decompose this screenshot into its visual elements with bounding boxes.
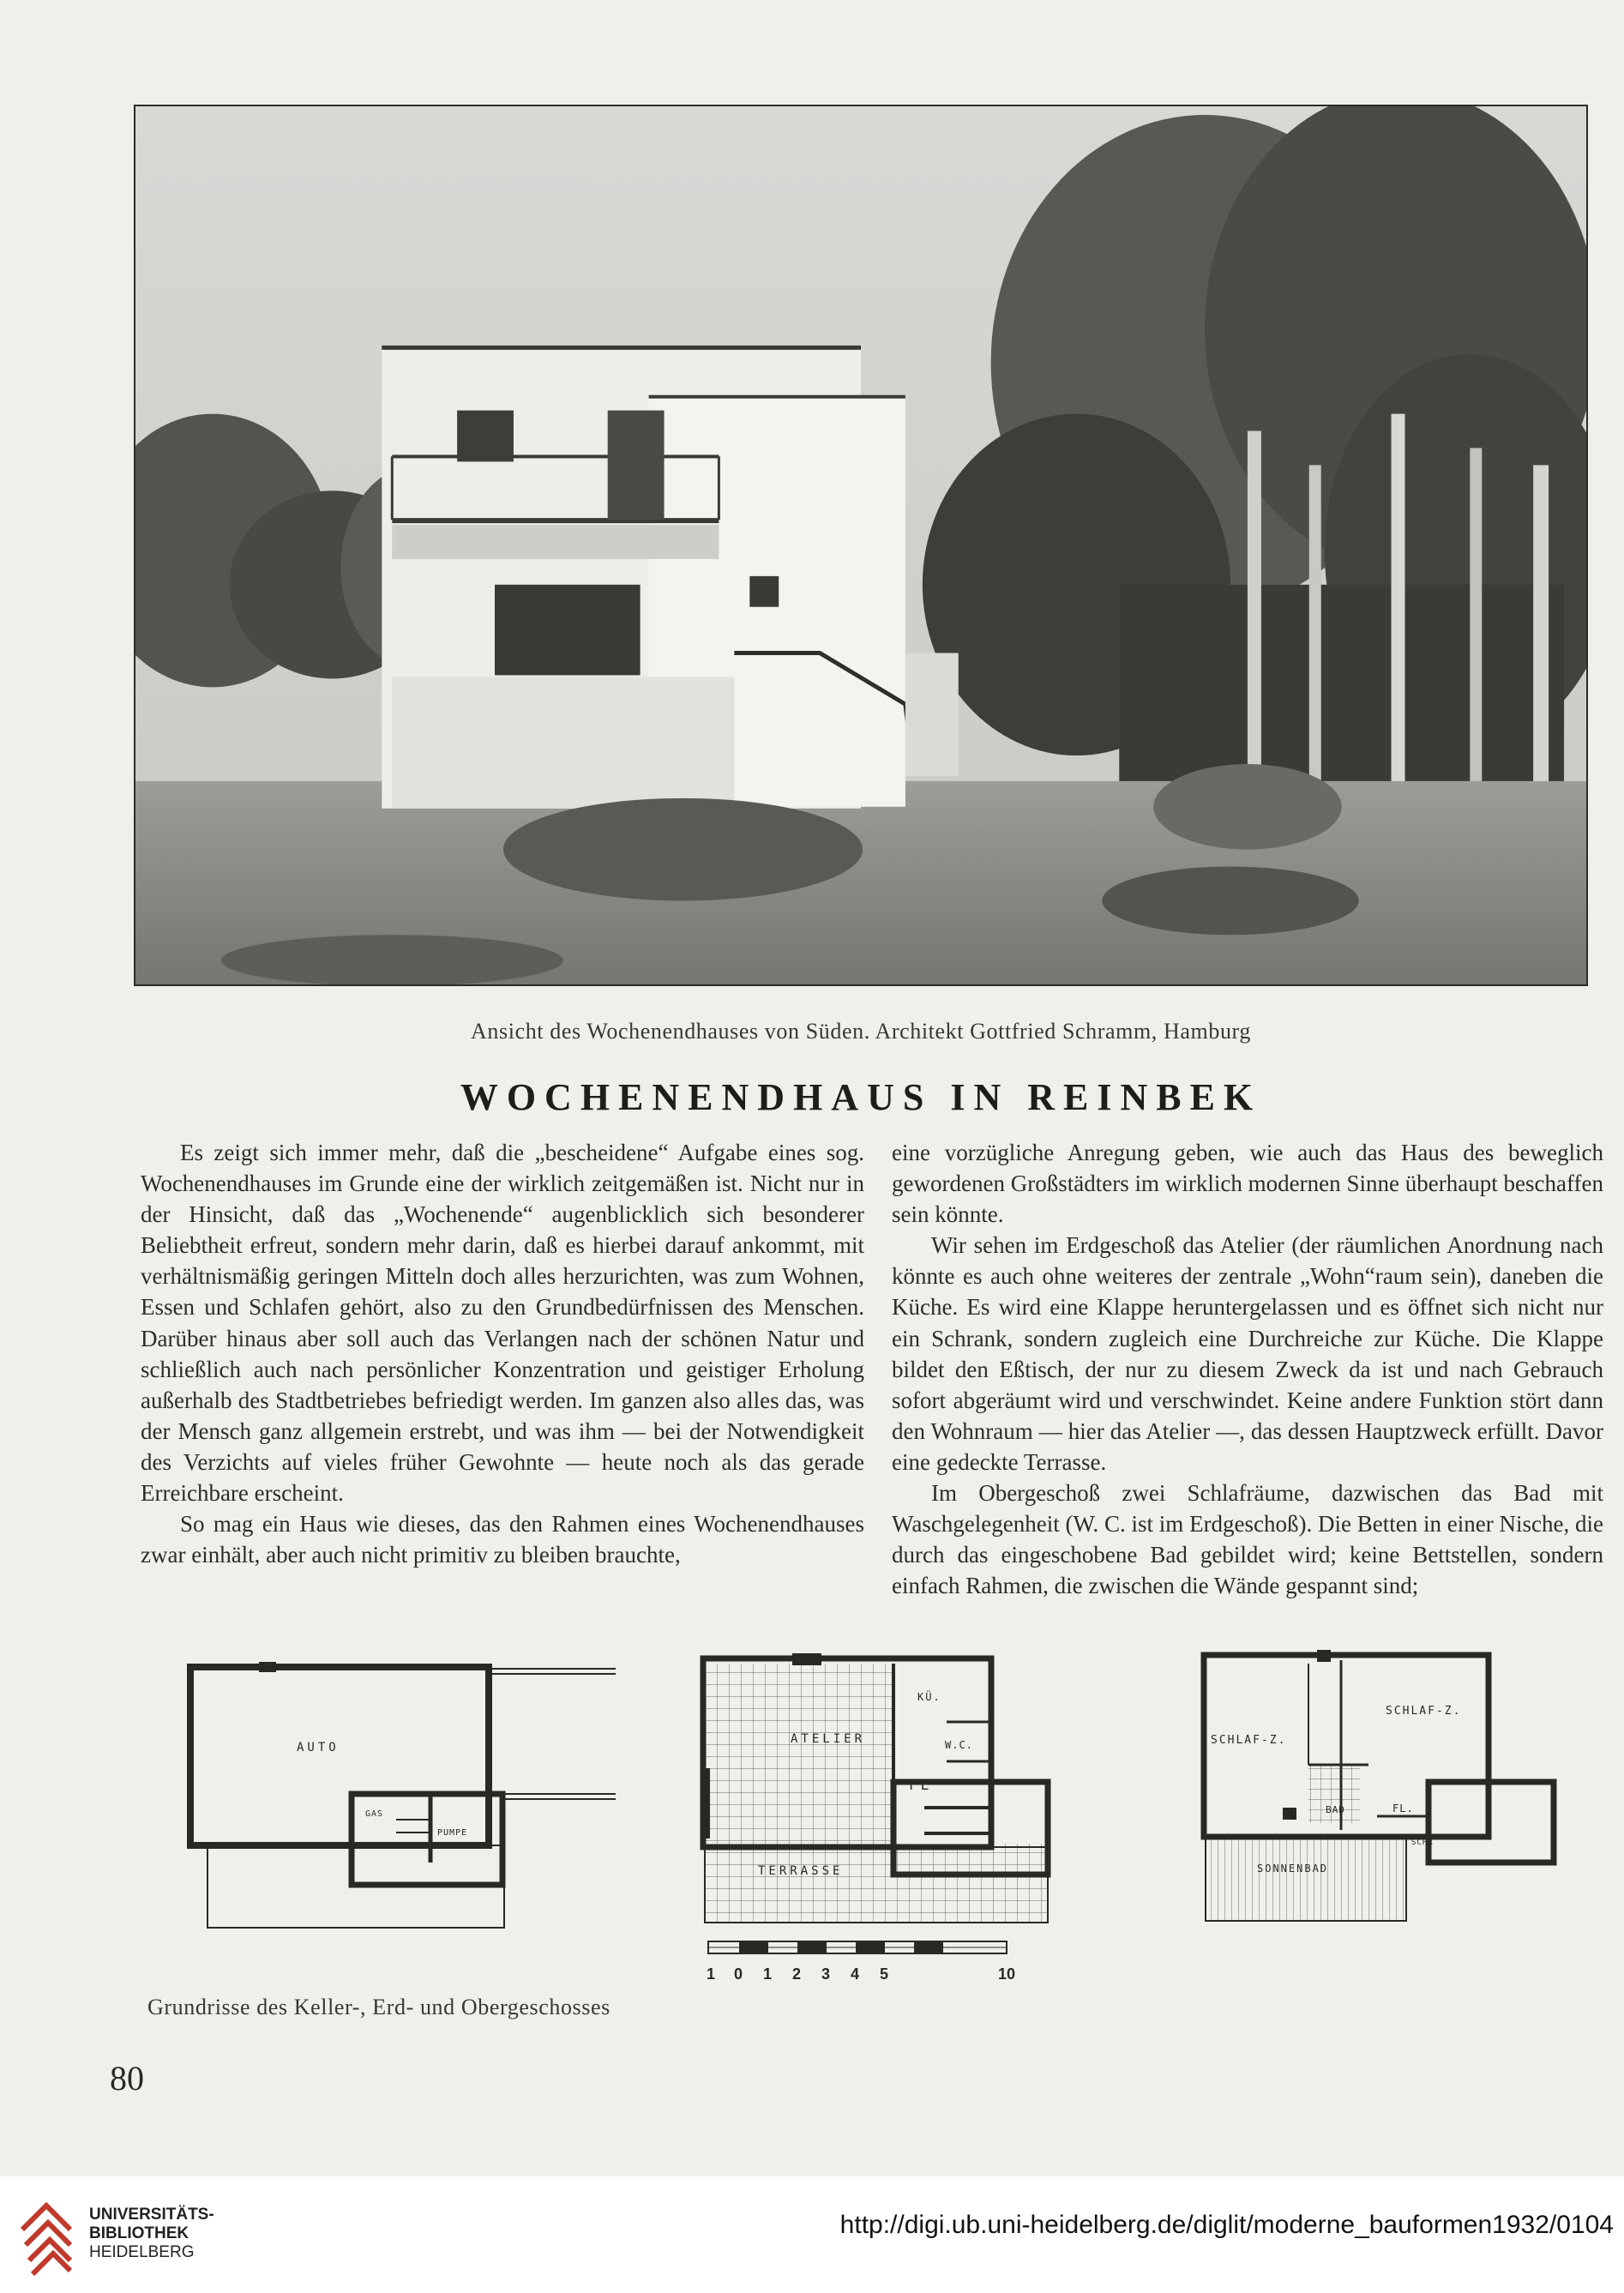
paragraph: eine vorzügliche Anregung geben, wie auch das Haus des beweglich gewordenen Großstädters im wirklich modernen Sinne überhaupt beschaffen sein könnte. [892, 1140, 1603, 1228]
plan-label-gas: GAS [365, 1809, 384, 1819]
plan-label-flur: FL [909, 1777, 933, 1793]
scale-label: 4 [851, 1965, 860, 1983]
plan-obergeschoss-drawing [1197, 1645, 1561, 1926]
plan-keller [182, 1657, 621, 1929]
text-column-left [141, 1137, 864, 1570]
plan-erdgeschoss [693, 1648, 1060, 1928]
plan-label-atelier: ATELIER [791, 1732, 866, 1746]
permalink-url[interactable]: http://digi.ub.uni-heidelberg.de/diglit/moderne_bauformen1932/0104 [839, 2211, 1614, 2239]
paragraph: So mag ein Haus wie dieses, das den Rahmen eines Wochenendhauses zwar einhält, aber auch nicht primitiv zu bleiben brauchte, [141, 1511, 864, 1568]
library-name-line: UNIVERSITÄTS- [89, 2206, 214, 2224]
plan-obergeschoss [1197, 1645, 1561, 1926]
plans-caption: Grundrisse des Keller-, Erd- und Obergeschosses [147, 1995, 611, 2019]
library-logo-icon [15, 2195, 81, 2278]
plan-label-schlaf-left: SCHLAF-Z. [1211, 1734, 1287, 1747]
plan-label-auto: AUTO [297, 1741, 340, 1754]
plan-label-bad: BAD [1326, 1804, 1345, 1815]
library-name [89, 2206, 214, 2262]
paragraph: Im Obergeschoß zwei Schlafräume, dazwischen das Bad mit Waschgelegenheit (W. C. ist im Erdgeschoß). Die Betten in einer Nische, die durch das eingeschobene Bad gebildet wird; keine Bettstellen, sondern einfach Rahmen, die zwischen die Wände gespannt sind; [892, 1480, 1603, 1599]
plan-label-wc: W.C. [945, 1739, 973, 1751]
plan-keller-drawing [182, 1657, 621, 1929]
page-number: 80 [110, 2059, 144, 2097]
article-title: WOCHENENDHAUS IN REINBEK [460, 1076, 1262, 1118]
scale-label: 5 [880, 1965, 889, 1983]
paragraph: Es zeigt sich immer mehr, daß die „bescheidene“ Aufgabe eines sog. Wochenendhauses im Grunde eine der wirklich zeitgemäßen ist. Nicht nur in der Hinsicht, daß das „Wochenende“ augenblicklich sich besonderer Beliebtheit erfreut, sondern mehr darin, daß es hierbei darauf ankommt, mit verhältnismäßig geringen Mitteln doch alles herzurichten, was zum Wohnen, Essen und Schlafen gehört, also zu den Grundbedürfnissen des Menschen. Darüber hinaus aber soll auch das Verlangen nach der schönen Natur und schließlich auch nach persönlicher Konzentration und geistiger Erholung außerhalb des Stadtbetriebes befriedigt werden. Im ganzen also alles das, was der Mensch ganz allgemein erstrebt, und was ihm — bei der Notwendigkeit des Verzichts auf vieles früher Gewohnte — heute noch als das gerade Erreichbare erscheint. [141, 1140, 864, 1507]
scale-bar [707, 1938, 1016, 1989]
plan-label-sonnenbad: SONNENBAD [1257, 1863, 1329, 1875]
scale-label: 2 [792, 1965, 802, 1983]
plan-label-pumpe: PUMPE [437, 1828, 468, 1838]
scale-label: 3 [821, 1965, 831, 1983]
plan-label-schlaf-right: SCHLAF-Z. [1386, 1705, 1462, 1718]
house-photo-image [135, 106, 1586, 984]
paragraph: Wir sehen im Erdgeschoß das Atelier (der räumlichen Anordnung nach könnte es auch ohne weiteres der zentrale „Wohn“raum sein), daneben die Küche. Es wird eine Klappe heruntergelassen und es öffnet sich nicht nur ein Schrank, sondern zugleich eine Durchreiche zur Küche. Die Klappe bildet den Eßtisch, der nur zu diesem Zweck da ist und nach Gebrauch sofort abgeräumt wird und verschwindet. Keine andere Funktion stört dann den Wohnraum — hier das Atelier —, das dessen Hauptzweck erfüllt. Davor eine gedeckte Terrasse. [892, 1232, 1603, 1475]
plan-label-kueche: KÜ. [917, 1691, 941, 1703]
library-name-line: HEIDELBERG [89, 2243, 195, 2261]
scale-label: 10 [998, 1965, 1016, 1983]
library-name-line: BIBLIOTHEK [89, 2224, 189, 2242]
digitization-footer [0, 2176, 1624, 2293]
scale-label: 0 [734, 1965, 743, 1983]
scale-label: 1 [707, 1965, 716, 1983]
plan-label-flur: FL. [1392, 1803, 1414, 1815]
scale-label: 1 [763, 1965, 773, 1983]
plan-label-terrasse: TERRASSE [758, 1864, 844, 1878]
plan-erdgeschoss-drawing [693, 1648, 1060, 1928]
house-photograph [134, 105, 1588, 986]
photo-caption: Ansicht des Wochenendhauses von Süden. Architekt Gottfried Schramm, Hamburg [471, 1019, 1251, 1044]
plan-label-schrank: SCHR [1411, 1839, 1434, 1847]
text-column-right [892, 1137, 1603, 1601]
scale-bar-graphic [707, 1938, 1008, 1964]
